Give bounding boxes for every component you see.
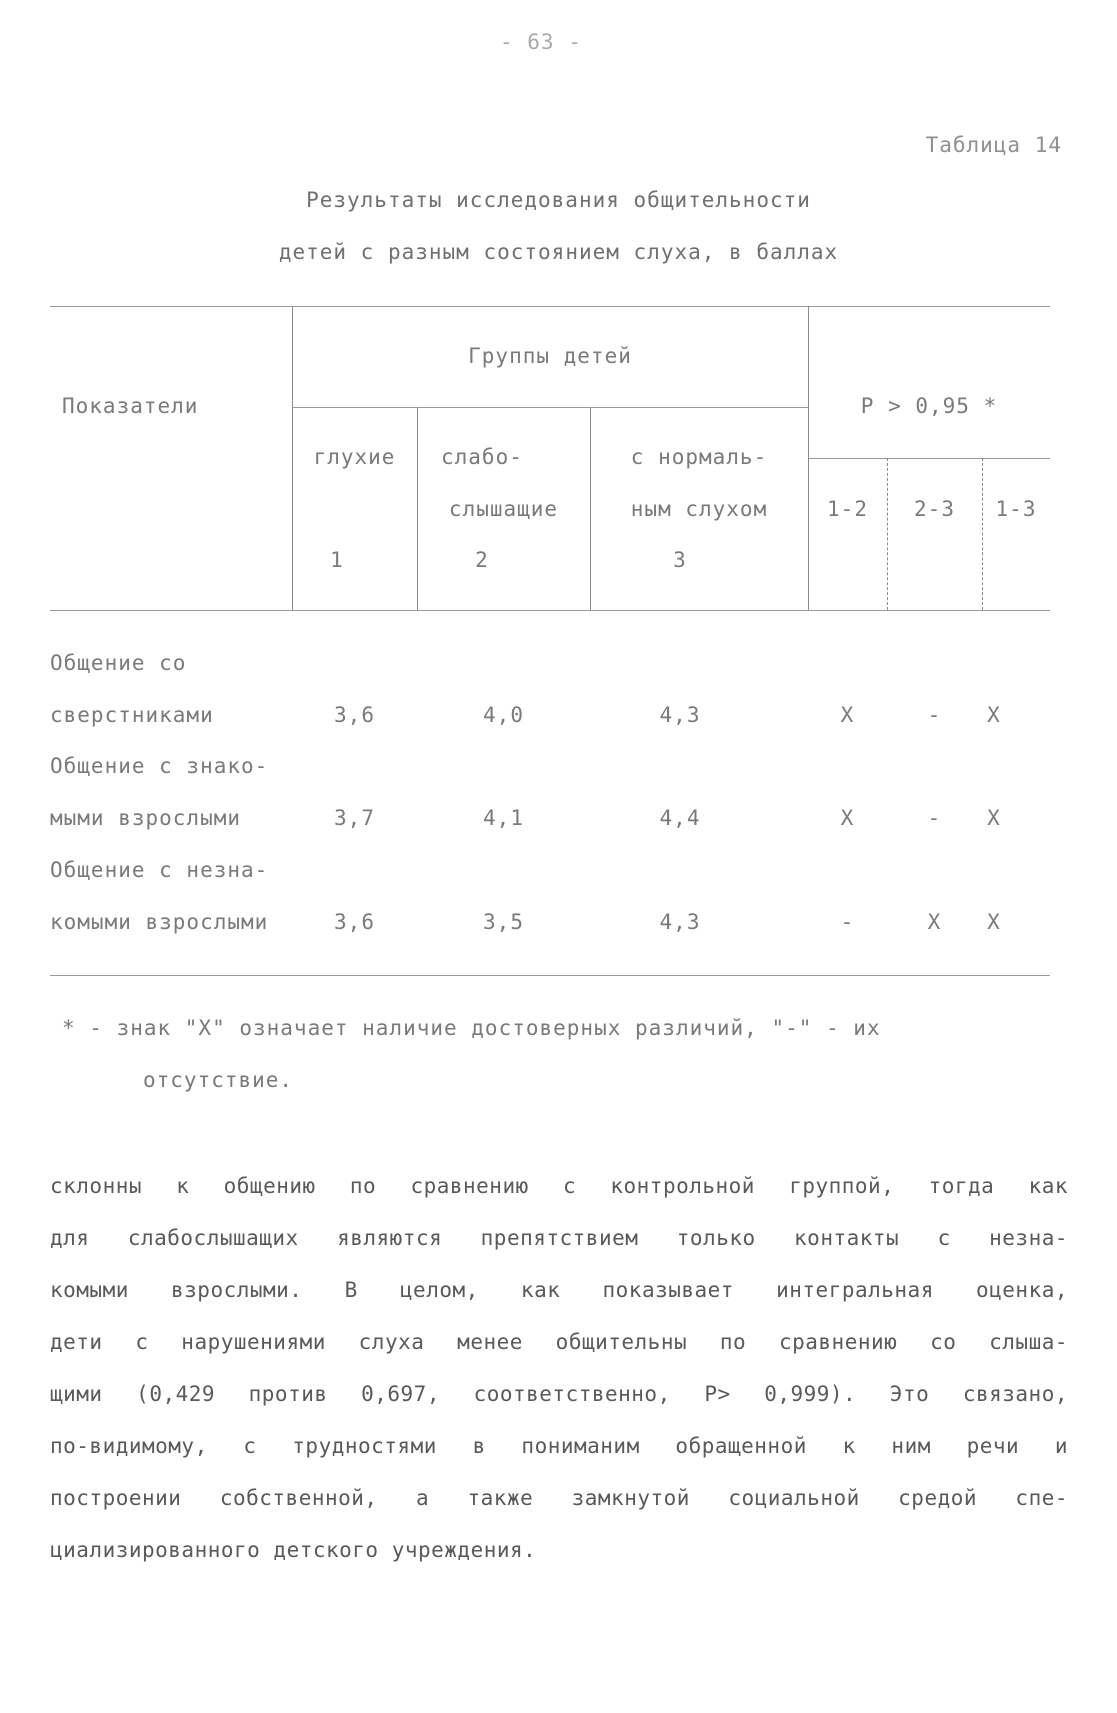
paragraph-line: дети с нарушениями слуха менее общительны по сравнению со слыша- [50, 1330, 1068, 1354]
paragraph-line: по-видимому, с трудностями в пониманим обращенной к ним речи и [50, 1434, 1068, 1458]
header-col3-line1: с нормаль- [630, 445, 768, 469]
header-col2-line1: слабо- [441, 445, 523, 469]
body-paragraph [50, 1160, 1068, 1576]
footnote-line2: отсутствие. [143, 1068, 294, 1092]
header-indicators: Показатели [62, 394, 199, 418]
header-col2-line2: слышащие [448, 497, 559, 521]
row2-value-deaf: 3,7 [334, 806, 375, 830]
row1-indicator-line2: сверстниками [50, 703, 214, 727]
header-groups: Группы детей [468, 344, 632, 368]
p-divider [808, 458, 1050, 459]
row3-indicator-line2: комыми взрослыми [50, 910, 269, 934]
row3-p12: - [840, 910, 855, 934]
header-vline-4 [808, 306, 809, 610]
paragraph-line: циализированного детского учреждения. [50, 1538, 537, 1562]
footnote-line1: * - знак "X" означает наличие достоверных различий, "-" - их [62, 1016, 881, 1040]
paragraph-line: комыми взрослыми. В целом, как показывает интегральная оценка, [50, 1278, 1068, 1302]
paragraph-line: построении собственной, а также замкнутой социальной средой спе- [50, 1486, 1068, 1510]
table-title-line2: детей с разным состоянием слуха, в баллах [278, 240, 839, 264]
row3-value-normal: 4,3 [659, 910, 701, 934]
row2-p13: X [987, 806, 1001, 830]
table-title-line1: Результаты исследования общительности [306, 188, 811, 212]
row2-indicator-line2: мыми взрослыми [50, 806, 242, 830]
row1-value-normal: 4,3 [659, 703, 701, 727]
header-bottom-rule [50, 610, 1050, 611]
row3-value-deaf: 3,6 [334, 910, 375, 934]
header-p23: 2-3 [914, 497, 955, 521]
header-vline-6 [982, 458, 983, 610]
header-col3-num: 3 [673, 548, 687, 572]
row1-p13: X [987, 703, 1001, 727]
row2-p12: X [840, 806, 855, 830]
page-number: - 63 - [500, 30, 582, 54]
paragraph-line: щими (0,429 против 0,697, соответственно, P> 0,999). Это связано, [50, 1382, 1068, 1406]
row3-indicator-line1: Общение с незна- [50, 858, 269, 882]
row1-value-hard-of-hearing: 4,0 [483, 703, 524, 727]
table-bottom-rule [50, 975, 1050, 976]
row1-value-deaf: 3,6 [334, 703, 375, 727]
header-p-label: P > 0,95 * [860, 394, 998, 418]
row3-p13: X [987, 910, 1001, 934]
header-col2-num: 2 [475, 548, 489, 572]
header-vline-5 [887, 458, 888, 610]
row2-indicator-line1: Общение с знако- [50, 754, 269, 778]
header-col1-label: глухие [313, 445, 396, 469]
header-col1-num: 1 [330, 548, 344, 572]
table-top-rule [50, 306, 1050, 307]
row1-p12: X [840, 703, 855, 727]
row2-value-normal: 4,4 [659, 806, 701, 830]
paragraph-line: склонны к общению по сравнению с контрольной группой, тогда как [50, 1174, 1068, 1198]
table-label: Таблица 14 [925, 133, 1062, 157]
row3-value-hard-of-hearing: 3,5 [483, 910, 524, 934]
row2-value-hard-of-hearing: 4,1 [483, 806, 524, 830]
row1-p23: - [927, 703, 942, 727]
row3-p23: X [927, 910, 942, 934]
header-p13: 1-3 [995, 497, 1037, 521]
groups-divider [292, 407, 808, 408]
header-p12: 1-2 [827, 497, 868, 521]
header-col3-line2: ным слухом [630, 497, 768, 521]
row1-indicator-line1: Общение со [50, 651, 187, 675]
paragraph-line: для слабослышащих являются препятствием только контакты с незна- [50, 1226, 1068, 1250]
row2-p23: - [927, 806, 942, 830]
